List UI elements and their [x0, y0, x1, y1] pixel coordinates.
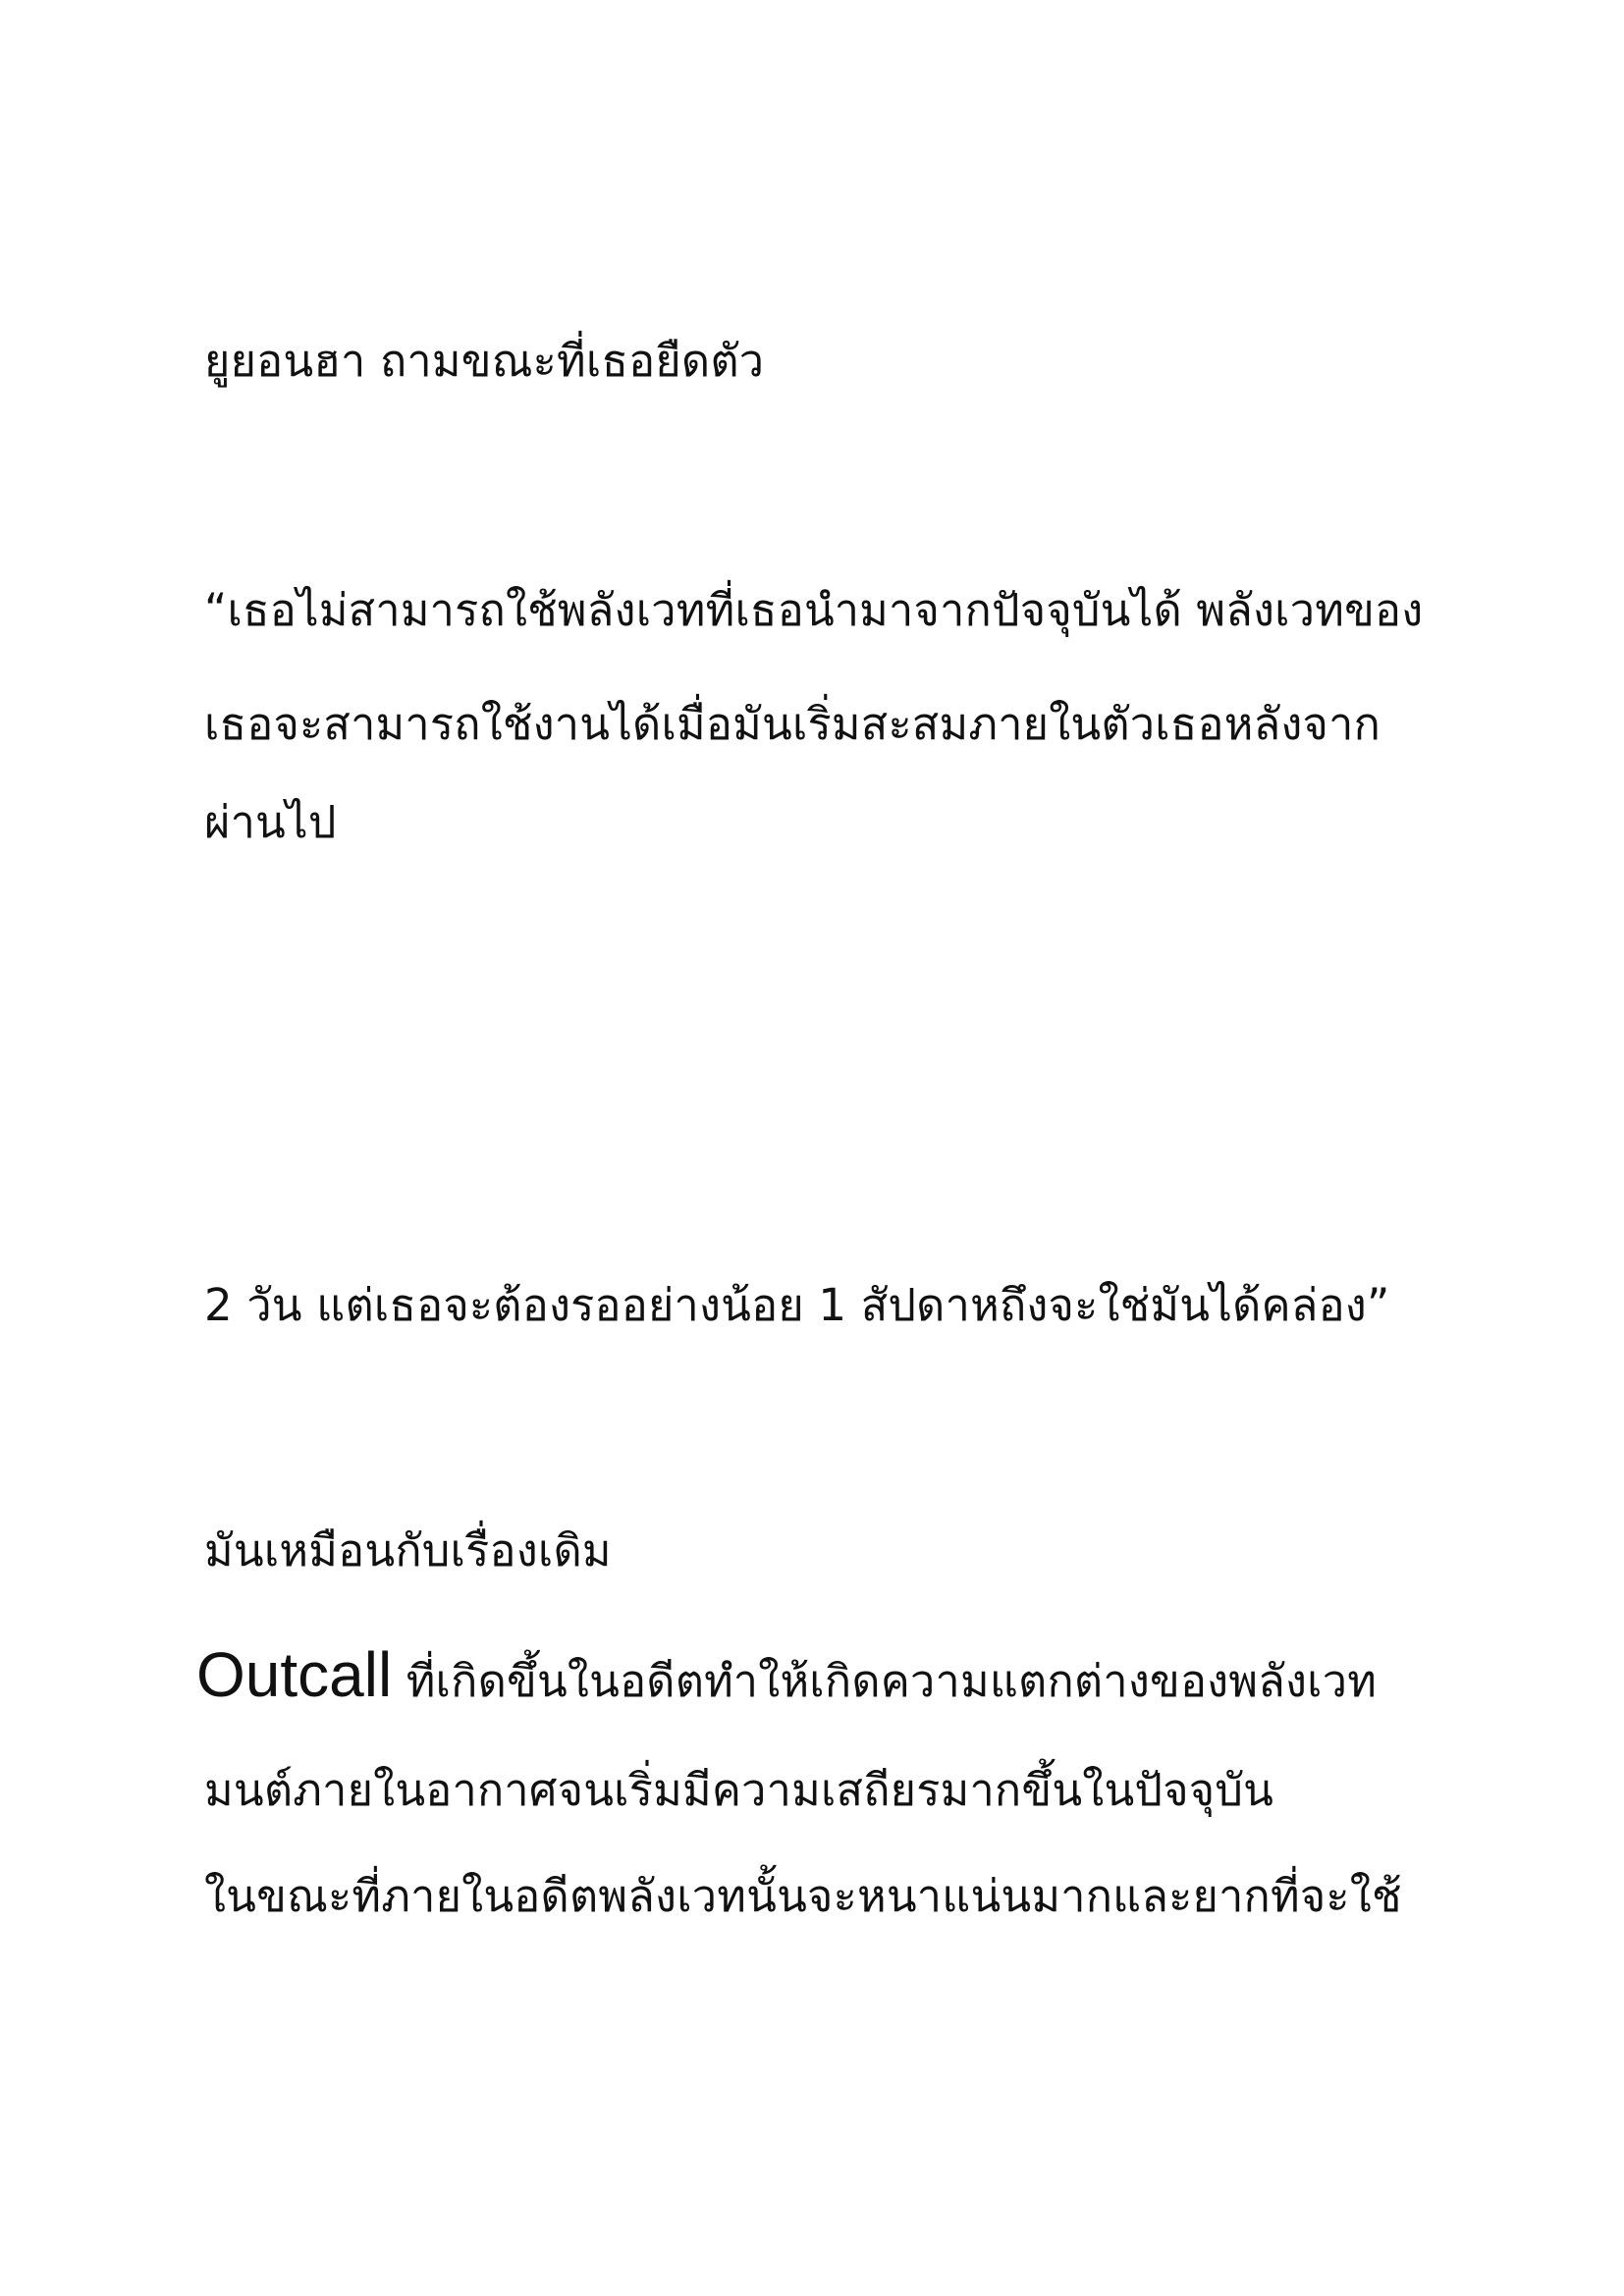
text-line-2: “เธอไม่สามารถใช้พลังเวทที่เธอนำมาจากปัจจุบันได้ พลังเวทของ [204, 584, 1424, 636]
text-line-1: ยูยอนฮา ถามขณะที่เธอยืดตัว [204, 335, 765, 387]
outcall-word: Outcall [196, 1639, 393, 1710]
text-line-6: มันเหมือนกับเรื่องเดิม [204, 1524, 612, 1576]
text-line-4: ผ่านไป [204, 796, 337, 848]
text-line-8: ในขณะที่ภายในอดีตพลังเวทนั้นจะหนาแน่นมากและยากที่จะใช้ [204, 1870, 1402, 1922]
text-line-3: เธอจะสามารถใช้งานได้เมื่อมันเริ่มสะสมภายในตัวเธอหลังจาก [204, 698, 1381, 750]
text-line-5: 2 วัน แต่เธอจะต้องรออย่างน้อย 1 สัปดาหถึงจะใช่มันได้คล่อง” [204, 1279, 1390, 1331]
outcall-line-rest: ที่เกิดขึ้นในอดีตทำให้เกิดความแตกต่างของพลังเวท [392, 1655, 1378, 1707]
text-line-7: มนต์ภายในอากาศจนเริ่มมีความเสถียรมากขึ้นในปัจจุบัน [204, 1764, 1274, 1816]
text-line-outcall [196, 1639, 1378, 1711]
